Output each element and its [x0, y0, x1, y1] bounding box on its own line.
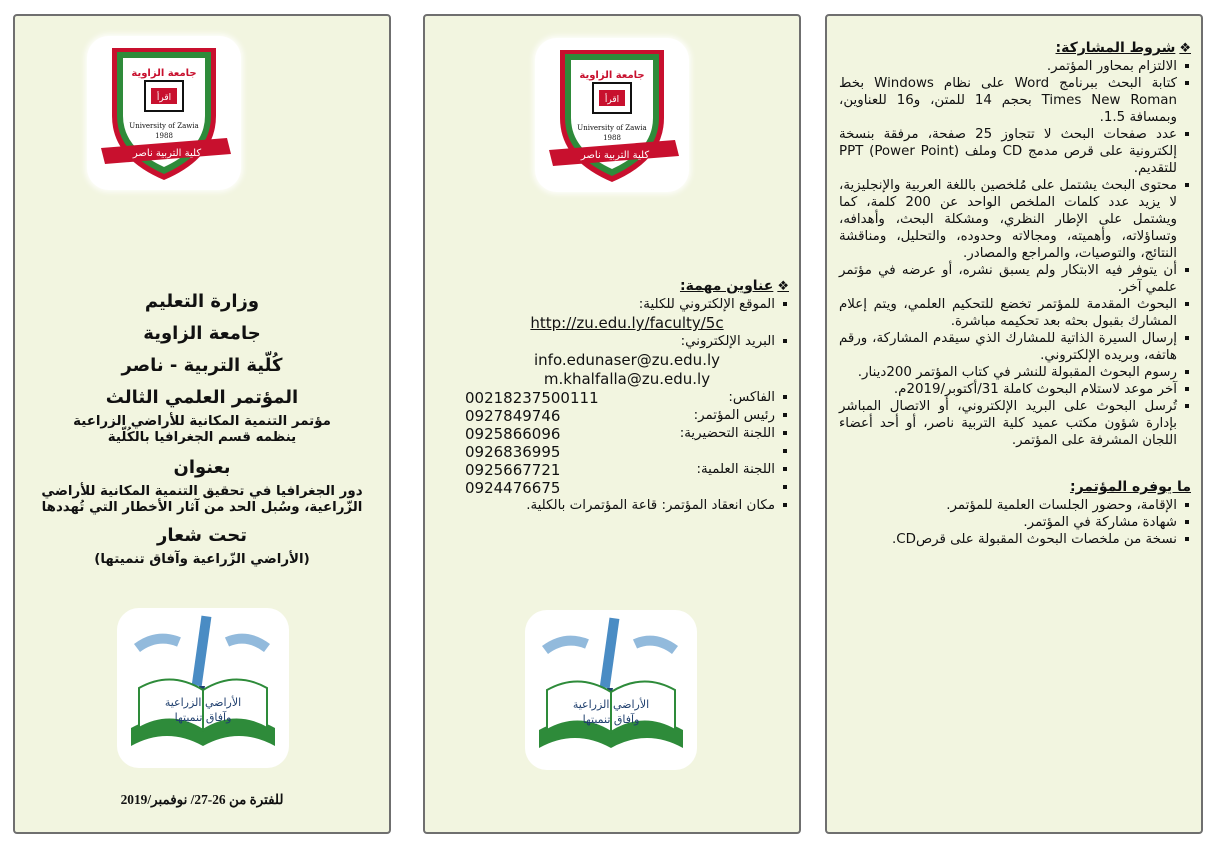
- conference-book-logo: [117, 608, 289, 768]
- addresses-section: [465, 278, 789, 515]
- list-item: رسوم البحوث المقبولة للنشر في كتاب المؤتمر 200دينار.: [839, 364, 1191, 381]
- email-label: البريد الإلكتروني:: [465, 333, 789, 351]
- list-item: البحوث المقدمة للمؤتمر تخضع للتحكيم العلمي، ويتم إعلام المشارك بقبول بحثه بعد تحكيمه مباشرة.: [839, 296, 1191, 330]
- svg-text:كلية التربية ناصر: كلية التربية ناصر: [580, 150, 650, 161]
- participation-list: [839, 58, 1191, 449]
- conference-book-logo: [525, 610, 697, 770]
- svg-text:اقرأ: اقرأ: [156, 93, 172, 103]
- sci-row: 0924476675: [465, 479, 789, 497]
- list-item: أن يتوفر فيه الابتكار ولم يسبق نشره، أو عرضه في مؤتمر علمي آخر.: [839, 262, 1191, 296]
- website-link[interactable]: http://zu.edu.ly/faculty/5c: [530, 314, 724, 332]
- list-item: الالتزام بمحاور المؤتمر.: [839, 58, 1191, 75]
- sci-row: اللجنة العلمية: 0925667721: [465, 461, 789, 479]
- conference-theme: الزّراعية، وسُبل الحد من آثار الأخطار التي تُهددها: [41, 500, 363, 515]
- chair-row: رئيس المؤتمر: 0927849746: [465, 407, 789, 425]
- svg-text:University of Zawia: University of Zawia: [577, 124, 647, 132]
- svg-text:الأراضي الزراعية: الأراضي الزراعية: [164, 696, 242, 709]
- addresses-title: ❖ عناوين مهمة:: [679, 278, 789, 294]
- svg-text:جامعة الزاوية: جامعة الزاوية: [131, 68, 197, 79]
- ministry-title: وزارة التعليم: [144, 291, 260, 312]
- svg-text:University of Zawia: University of Zawia: [129, 122, 199, 130]
- university-logo: [87, 36, 241, 190]
- cover-text: [15, 286, 389, 568]
- svg-text:1988: 1988: [155, 132, 173, 140]
- list-item: كتابة البحث ببرنامج Word على نظام Windows بخط Times New Roman بحجم 14 للمتن، و16 للعناوين، وبمسافة 1.5.: [839, 75, 1191, 126]
- participation-panel: [825, 14, 1203, 834]
- offers-title: ما يوفره المؤتمر:: [1069, 479, 1191, 495]
- svg-text:1988: 1988: [603, 134, 621, 142]
- open-book-pen-icon: [117, 608, 289, 768]
- email-link[interactable]: info.edunaser@zu.edu.ly: [533, 351, 721, 369]
- svg-text:اقرأ: اقرأ: [604, 95, 620, 105]
- website-label: الموقع الإلكتروني للكلية:: [465, 296, 789, 314]
- offers-list: [839, 497, 1191, 548]
- titled-label: بعنوان: [173, 457, 231, 478]
- list-item: تُرسل البحوث على البريد الإلكتروني، أو الاتصال المباشر بإدارة شؤون مكتب عميد كلية التربية ناصر، أو أحد أعضاء اللجان المشرفة على المؤتمر.: [839, 398, 1191, 449]
- list-item: آخر موعد لاستلام البحوث كاملة 31/أكتوبر/2019م.: [839, 381, 1191, 398]
- university-title: جامعة الزاوية: [143, 323, 261, 344]
- diamond-bullet-icon: ❖: [1179, 40, 1191, 56]
- prep-row: اللجنة التحضيرية: 0925866096: [465, 425, 789, 443]
- svg-text:كلية التربية ناصر: كلية التربية ناصر: [132, 148, 202, 159]
- email-link[interactable]: m.khalfalla@zu.edu.ly: [543, 370, 711, 388]
- prep-row: 0926836995: [465, 443, 789, 461]
- university-seal-icon: [535, 38, 689, 192]
- list-item: إرسال السيرة الذاتية للمشارك الذي سيقدم المشاركة، ورقم هاتفه، وبريده الإلكتروني.: [839, 330, 1191, 364]
- conference-topic: مؤتمر التنمية المكانية للأراضي الزراعية: [73, 414, 331, 429]
- conference-dates: للفترة من 26-27/ نوفمبر/2019: [120, 792, 284, 807]
- list-item: شهادة مشاركة في المؤتمر.: [839, 514, 1191, 531]
- conference-theme: دور الجغرافيا في تحقيق التنمية المكانية للأراضي: [41, 484, 363, 499]
- svg-text:وآفاق تنميتها: وآفاق تنميتها: [582, 713, 640, 726]
- organizer: ينظمه قسم الجغرافيا بالكُلّية: [107, 430, 297, 445]
- slogan: (الأراضي الزّراعية وآفاق تنميتها): [94, 552, 310, 567]
- svg-text:جامعة الزاوية: جامعة الزاوية: [579, 70, 645, 81]
- university-seal-icon: [87, 36, 241, 190]
- svg-text:الأراضي الزراعية: الأراضي الزراعية: [572, 698, 650, 711]
- fax-row: الفاكس: 00218237500111: [465, 389, 789, 407]
- list-item: محتوى البحث يشتمل على مُلخصين باللغة العربية والإنجليزية، لا يزيد عدد كلمات الملخص الواحد عن 200 كلمة، كما ويشتمل على الإطار النظري، ومشكلة البحث، وأهدافه، وتساؤلاته، وأهميته، ومجالاته وحدوده، والتحليل، ومناقشة النتائج، والتوصيات، والمراجع والمصادر.: [839, 177, 1191, 262]
- svg-text:وآفاق تنميتها: وآفاق تنميتها: [174, 711, 232, 724]
- addresses-panel: [423, 14, 801, 834]
- cover-panel: [13, 14, 391, 834]
- participation-title: ❖ شروط المشاركة:: [1055, 40, 1191, 56]
- conference-title: المؤتمر العلمي الثالث: [105, 387, 299, 408]
- faculty-title: كُلّية التربية - ناصر: [121, 355, 283, 376]
- list-item: الإقامة، وحضور الجلسات العلمية للمؤتمر.: [839, 497, 1191, 514]
- university-logo: [535, 38, 689, 192]
- venue: مكان انعقاد المؤتمر: قاعة المؤتمرات بالكلية.: [465, 497, 789, 515]
- open-book-pen-icon: [525, 610, 697, 770]
- slogan-label: تحت شعار: [156, 525, 248, 546]
- list-item: نسخة من ملخصات البحوث المقبولة على قرصCD.: [839, 531, 1191, 548]
- list-item: عدد صفحات البحث لا تتجاوز 25 صفحة، مرفقة بنسخة إلكترونية على قرص مدمج CD وملف PPT (Power Point) للتقديم.: [839, 126, 1191, 177]
- diamond-bullet-icon: ❖: [777, 278, 789, 294]
